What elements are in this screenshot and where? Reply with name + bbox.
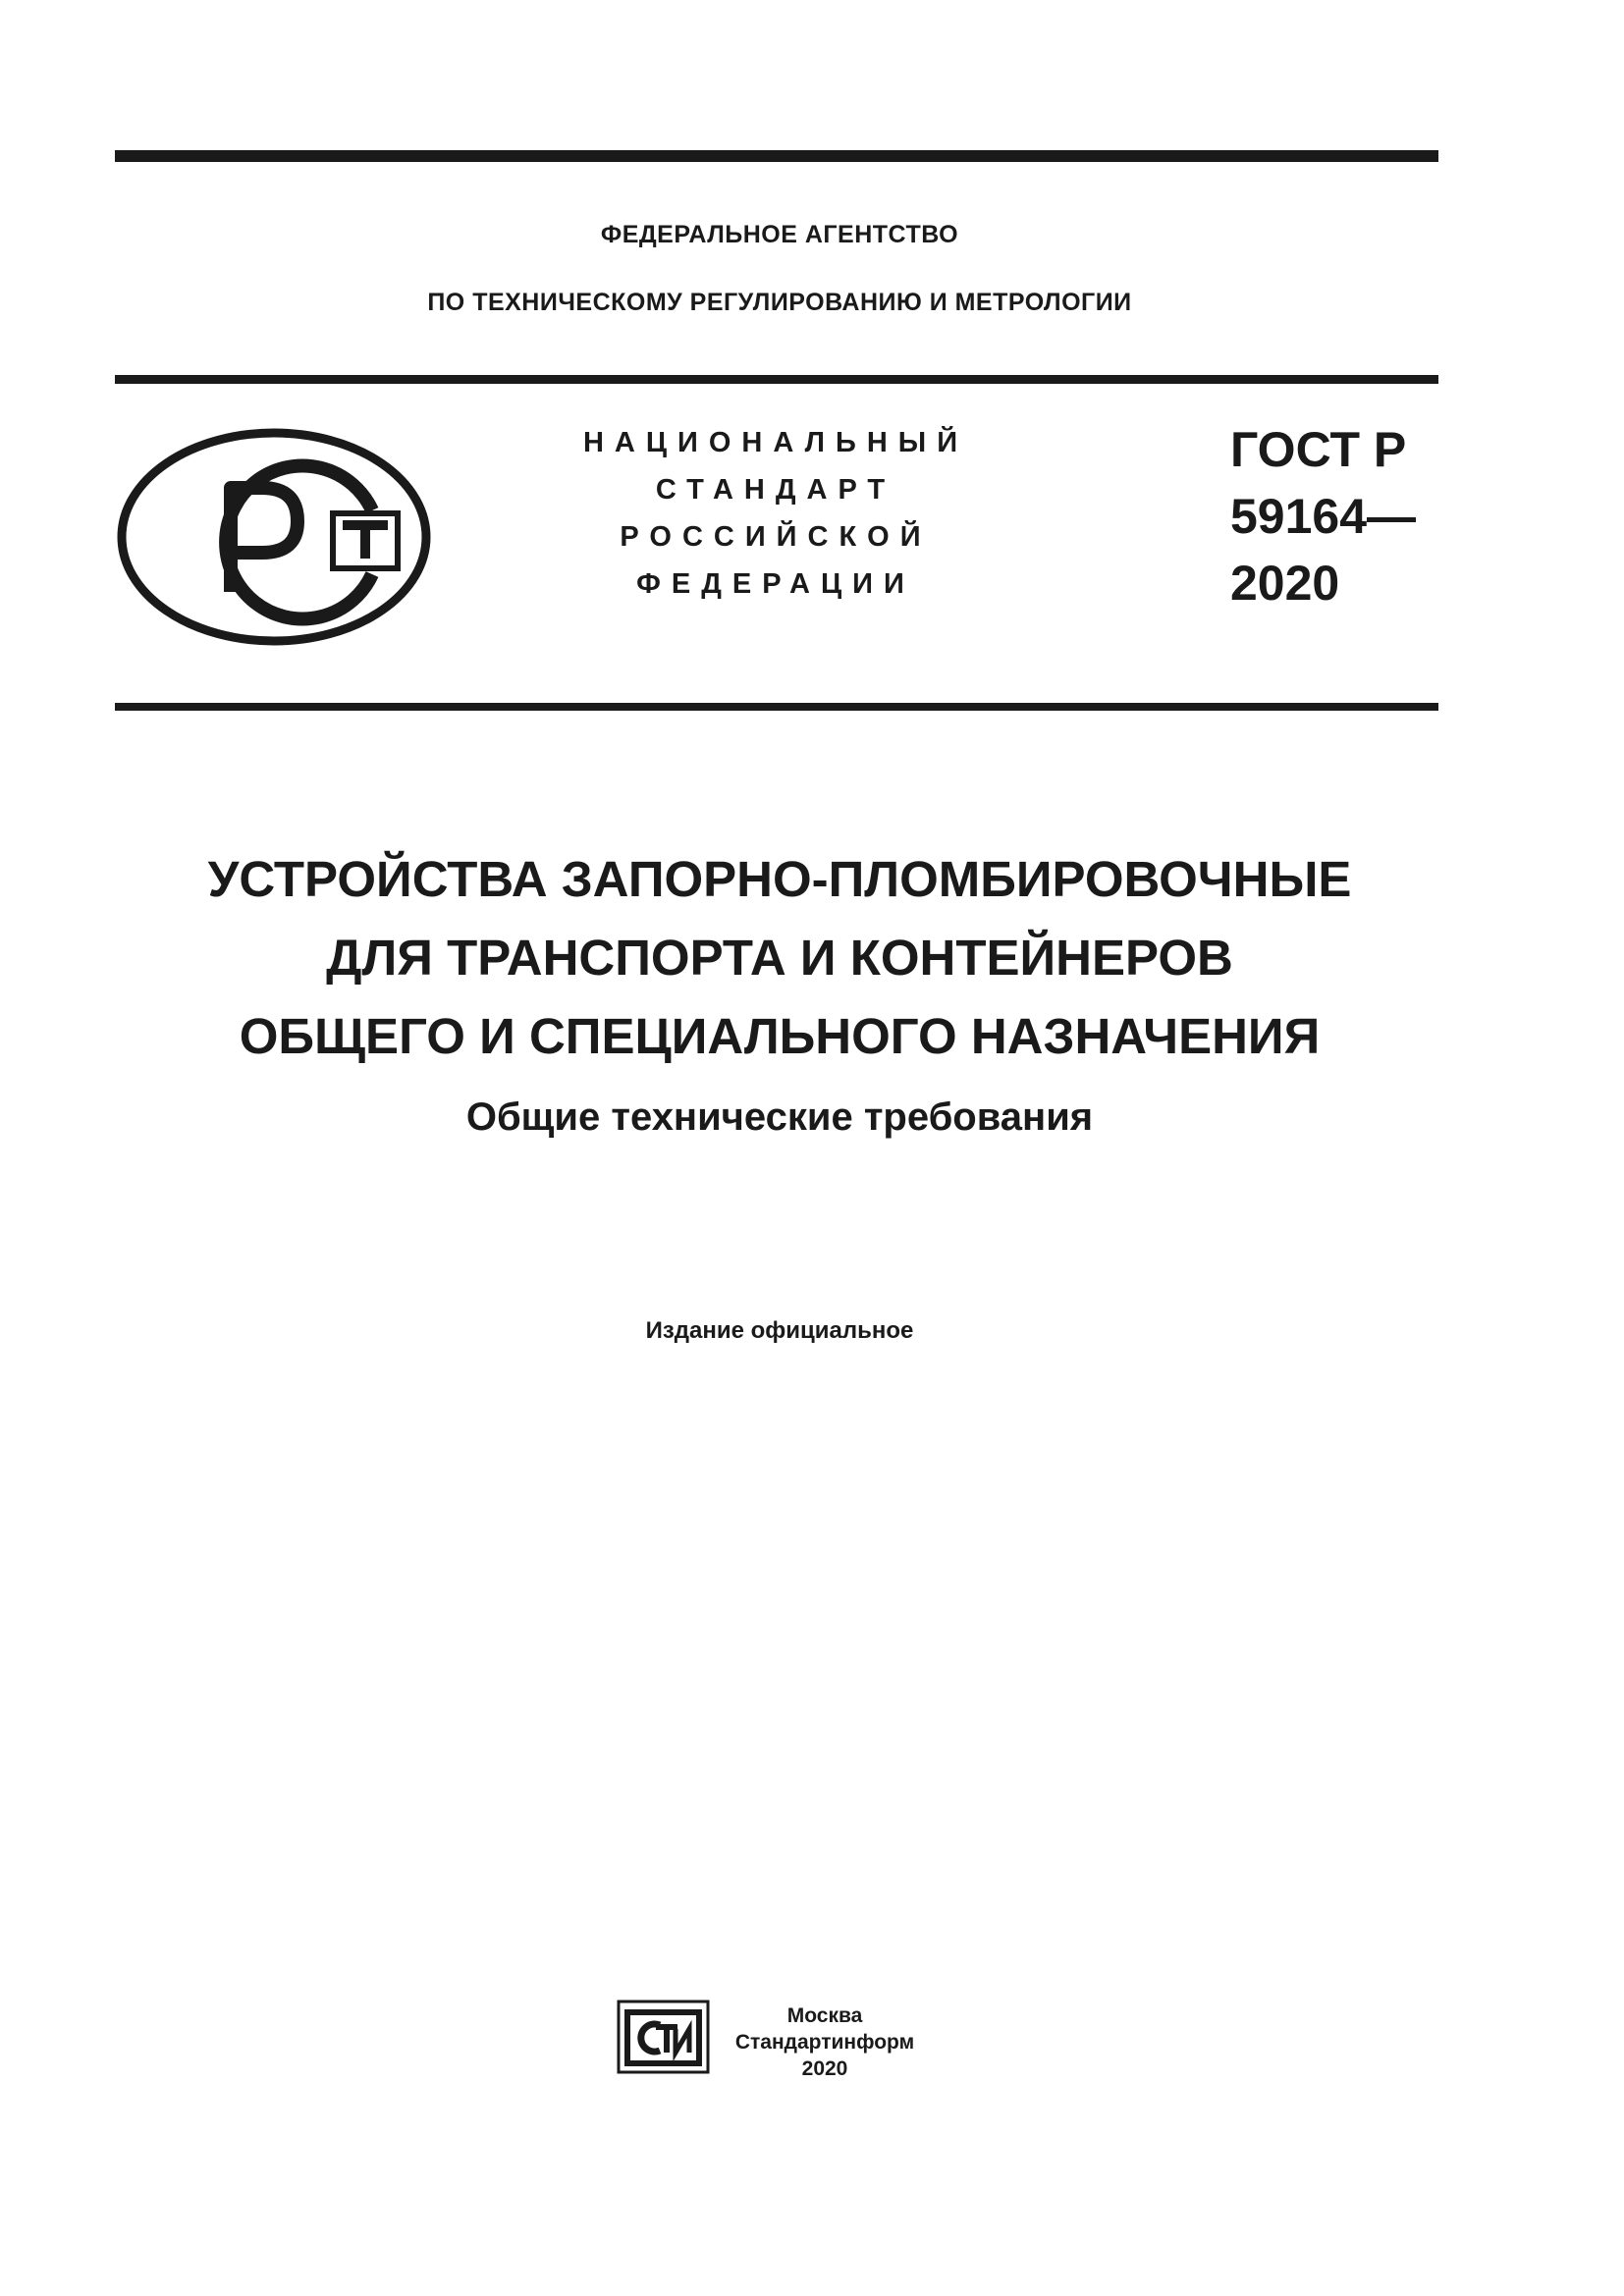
standartinform-logo [617, 2000, 710, 2074]
header-divider [115, 375, 1438, 384]
designation-line3: 2020 [1230, 556, 1340, 611]
designation-line1: ГОСТ Р [1230, 422, 1407, 477]
standard-type-line: СТАНДАРТ [655, 474, 896, 506]
publisher-year: 2020 [801, 2057, 848, 2080]
section-divider [115, 703, 1438, 711]
publisher-info [727, 2002, 923, 2082]
edition-note: Издание официальное [645, 1317, 914, 1344]
standard-designation [1230, 416, 1416, 616]
publisher-name: Стандартинформ [734, 2031, 915, 2054]
document-subtitle: Общие технические требования [465, 1095, 1094, 1139]
title-line: УСТРОЙСТВА ЗАПОРНО-ПЛОМБИРОВОЧНЫЕ [207, 851, 1352, 907]
designation-line2: 59164— [1230, 489, 1417, 544]
standard-type-line: РОССИЙСКОЙ [620, 521, 932, 553]
title-line: ДЛЯ ТРАНСПОРТА И КОНТЕЙНЕРОВ [326, 930, 1233, 986]
agency-name-line2: ПО ТЕХНИЧЕСКОМУ РЕГУЛИРОВАНИЮ И МЕТРОЛОГИИ [427, 289, 1132, 316]
agency-name-line1: ФЕДЕРАЛЬНОЕ АГЕНТСТВО [600, 221, 959, 248]
standard-type-line: НАЦИОНАЛЬНЫЙ [582, 427, 969, 458]
standard-type-block [550, 419, 1001, 608]
rst-emblem-logo [115, 427, 434, 648]
top-divider [115, 150, 1438, 162]
publisher-city: Москва [786, 2004, 863, 2027]
title-line: ОБЩЕГО И СПЕЦИАЛЬНОГО НАЗНАЧЕНИЯ [239, 1008, 1321, 1064]
document-title [0, 840, 1559, 1076]
standard-type-line: ФЕДЕРАЦИИ [636, 568, 915, 600]
